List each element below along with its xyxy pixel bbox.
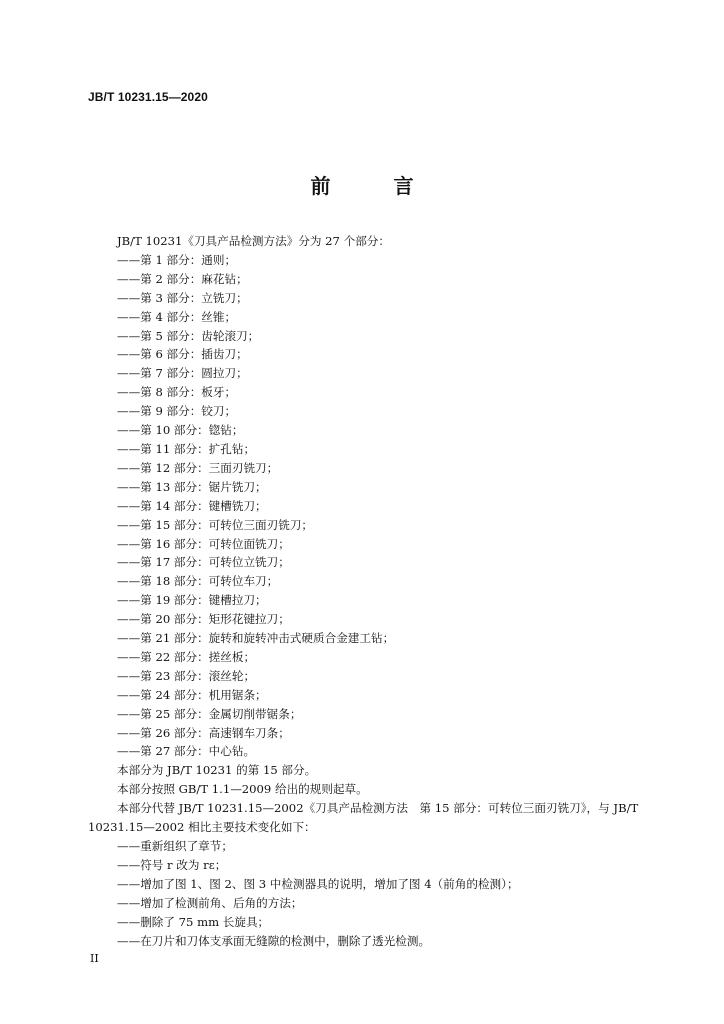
list-item: ——第 4 部分：丝锥； [117,309,237,324]
list-item: ——第 21 部分：旋转和旋转冲击式硬质合金建工钻； [117,631,395,646]
list-item: ——第 13 部分：锯片铣刀； [117,479,267,494]
list-item: ——第 12 部分：三面刃铣刀； [117,460,279,475]
list-item: ——增加了图 1、图 2、图 3 中检测器具的说明，增加了图 4（前角的检测）； [117,876,519,891]
intro-paragraph: JB/T 10231《刀具产品检测方法》分为 27 个部分： [117,234,390,248]
list-item: ——第 5 部分：齿轮滚刀； [117,328,260,343]
list-item: ——删除了 75 mm 长旋具； [117,914,270,929]
list-item: ——第 27 部分：中心钻。 [117,744,256,759]
list-item: ——第 23 部分：滚丝轮； [117,668,256,683]
list-item: ——第 19 部分：键槽拉刀； [117,593,267,608]
list-item: ——第 22 部分：搓丝板； [117,649,256,664]
list-item: ——重新组织了章节； [117,839,233,853]
list-item: ——第 10 部分：锪钻； [117,423,244,438]
list-item: ——第 3 部分：立铣刀； [117,290,248,305]
list-item: ——第 8 部分：板牙； [117,385,237,400]
preface-body [88,232,648,950]
paragraph-replacement: 本部分代替 JB/T 10231.15—2002《刀具产品检测方法 第 15 部分：可转位三面刃铣刀》，与 JB/T 10231.15—2002 相比主要技术变化如下： [88,801,639,835]
list-item: ——第 25 部分：金属切削带锯条； [117,706,302,721]
list-item: ——第 6 部分：插齿刀； [117,347,248,362]
list-item: ——第 7 部分：圆拉刀； [117,366,248,381]
list-item: ——第 11 部分：扩孔钻； [117,441,256,456]
list-item: ——第 9 部分：铰刀； [117,404,237,419]
list-item: ——第 17 部分：可转位立铣刀； [117,555,290,570]
list-item: ——第 18 部分：可转位车刀； [117,574,279,589]
list-item: ——第 20 部分：矩形花键拉刀； [117,612,290,627]
paragraph-drafting-rules: 本部分按照 GB/T 1.1—2009 给出的规则起草。 [117,782,368,797]
parts-list [88,251,648,761]
list-item: ——第 14 部分：键槽铣刀； [117,498,267,513]
list-item: ——符号 r 改为 rε； [117,857,227,872]
list-item: ——第 15 部分：可转位三面刃铣刀； [117,517,314,532]
standard-code: JB/T 10231.15—2020 [88,90,208,104]
list-item: ——第 24 部分：机用锯条； [117,687,267,702]
list-item: ——增加了检测前角、后角的方法； [117,895,303,910]
list-item: ——第 1 部分：通则； [117,252,237,267]
list-item: ——第 16 部分：可转位面铣刀； [117,536,290,551]
page-number: II [90,952,99,965]
list-item: ——第 2 部分：麻花钻； [117,271,248,286]
page-title: 前 言 [310,174,442,198]
paragraph-part-number: 本部分为 JB/T 10231 的第 15 部分。 [117,763,317,778]
changes-list [88,837,648,950]
list-item: ——在刀片和刀体支承面无缝隙的检测中，删除了透光检测。 [117,933,431,948]
list-item: ——第 26 部分：高速钢车刀条； [117,725,290,740]
